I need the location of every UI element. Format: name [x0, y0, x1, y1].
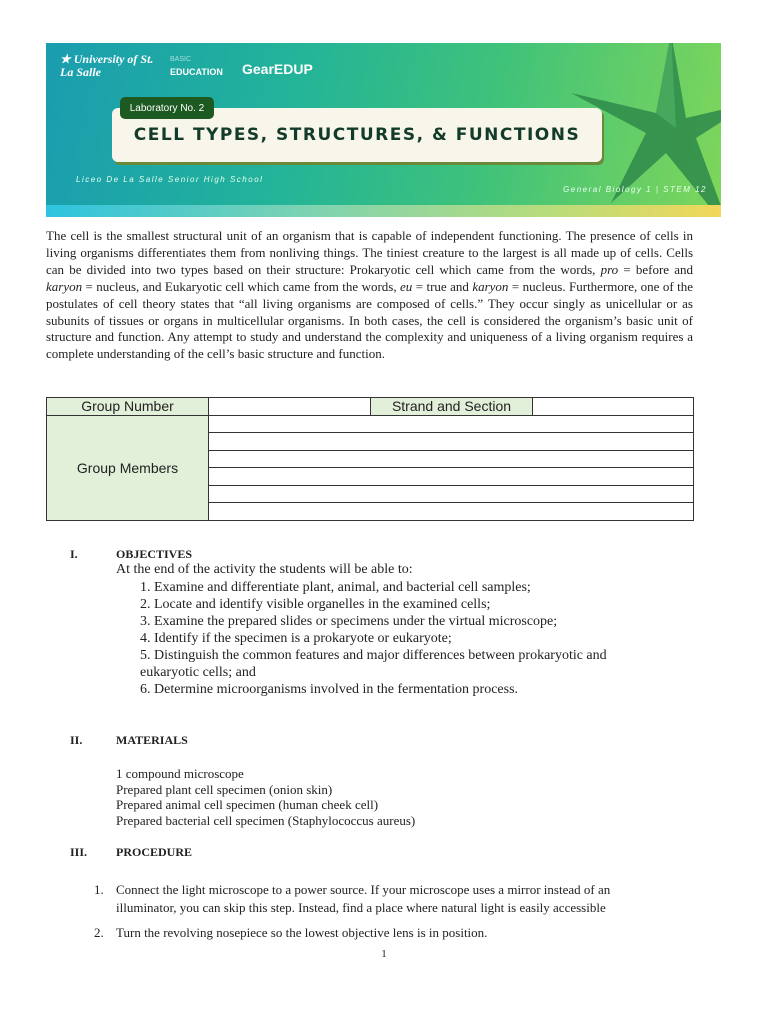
section-number: I.: [70, 547, 78, 561]
education-label: EDUCATION: [170, 67, 223, 77]
objectives-list: [140, 579, 607, 698]
intro-paragraph: The cell is the smallest structural unit of an organism that is capable of independent functioning. The presence of cells in living organisms differentiates them from nonliving things. The tiniest creature to the largest is all made up of cells. Cells can be divided into two types based on their structure: Prokaryotic cell which came from the words, pro = before and karyon = nucleus, and Eukaryotic cell which came from the words, eu = true and karyon = nucleus. Furthermore, one of the postulates of cell theory states that “all living organisms are composed of cells.” They occur singly as unicellular or as subunits of tissues or organs in multicellular organisms. In both cases, the cell is considered the organism’s basic unit of structure and function. Any attempt to study and understand the complexity and uniqueness of a living organism requires a complete understanding of the cell’s basic structure and function.: [46, 228, 693, 362]
gearedup-logo: GearEDUP: [242, 61, 313, 77]
basic-label: BASIC: [170, 56, 192, 63]
strand-section-field[interactable]: [533, 398, 694, 416]
objective-item: 5. Distinguish the common features and major differences between prokaryotic and: [140, 648, 607, 663]
objective-item: 4. Identify if the specimen is a prokaryote or eukaryote;: [140, 631, 452, 646]
strand-section-label: Strand and Section: [371, 398, 533, 416]
page-number: 1: [381, 948, 387, 960]
material-item: 1 compound microscope: [116, 766, 244, 781]
procedure-step-text: Connect the light microscope to a power source. If your microscope uses a mirror instead of an illuminator, you can skip this step. Instead, find a place where natural light is easily accessible: [116, 882, 611, 915]
objective-item: 3. Examine the prepared slides or specimens under the virtual microscope;: [140, 614, 558, 629]
section-title-procedure: PROCEDURE: [116, 845, 193, 859]
group-number-label: Group Number: [47, 398, 209, 416]
banner-stripe: [46, 205, 721, 217]
group-info-table: [46, 397, 694, 521]
section-number: II.: [70, 733, 83, 747]
course-label: General Biology 1 | STEM 12: [563, 185, 707, 194]
procedure-step: 1.: [94, 882, 104, 897]
section-number: III.: [70, 845, 88, 859]
material-item: Prepared animal cell specimen (human cheek cell): [116, 797, 379, 813]
objective-item: 6. Determine microorganisms involved in the fermentation process.: [140, 682, 519, 697]
objectives-lead: At the end of the activity the students will be able to:: [116, 562, 413, 577]
page-title: CELL TYPES, STRUCTURES, & FUNCTIONS: [133, 125, 581, 145]
member-field[interactable]: [209, 503, 694, 521]
material-item: Prepared bacterial cell specimen (Staphylococcus aureus): [116, 813, 416, 829]
member-field[interactable]: [209, 415, 694, 433]
university-logo: ★ University of St. La Salle: [60, 52, 154, 79]
objective-item: 2. Locate and identify visible organelles in the examined cells;: [140, 597, 491, 612]
material-item: Prepared plant cell specimen (onion skin): [116, 781, 333, 797]
lab-number-badge: Laboratory No. 2: [120, 97, 214, 119]
group-number-field[interactable]: [209, 398, 371, 416]
header-banner: [46, 43, 721, 217]
procedure-step-text: Turn the revolving nosepiece so the lowest objective lens is in position.: [116, 925, 488, 940]
materials-list: [116, 766, 415, 829]
section-title-materials: MATERIALS: [116, 733, 188, 747]
member-field[interactable]: [209, 433, 694, 451]
group-members-label: Group Members: [47, 415, 209, 520]
procedure-step: 2.: [94, 925, 104, 940]
member-field[interactable]: [209, 468, 694, 486]
member-field[interactable]: [209, 450, 694, 468]
school-name: Liceo De La Salle Senior High School: [76, 175, 264, 184]
objective-item: eukaryotic cells; and: [140, 665, 256, 680]
objective-item: 1. Examine and differentiate plant, animal, and bacterial cell samples;: [140, 580, 531, 595]
section-title-objectives: OBJECTIVES: [116, 547, 193, 561]
member-field[interactable]: [209, 485, 694, 503]
